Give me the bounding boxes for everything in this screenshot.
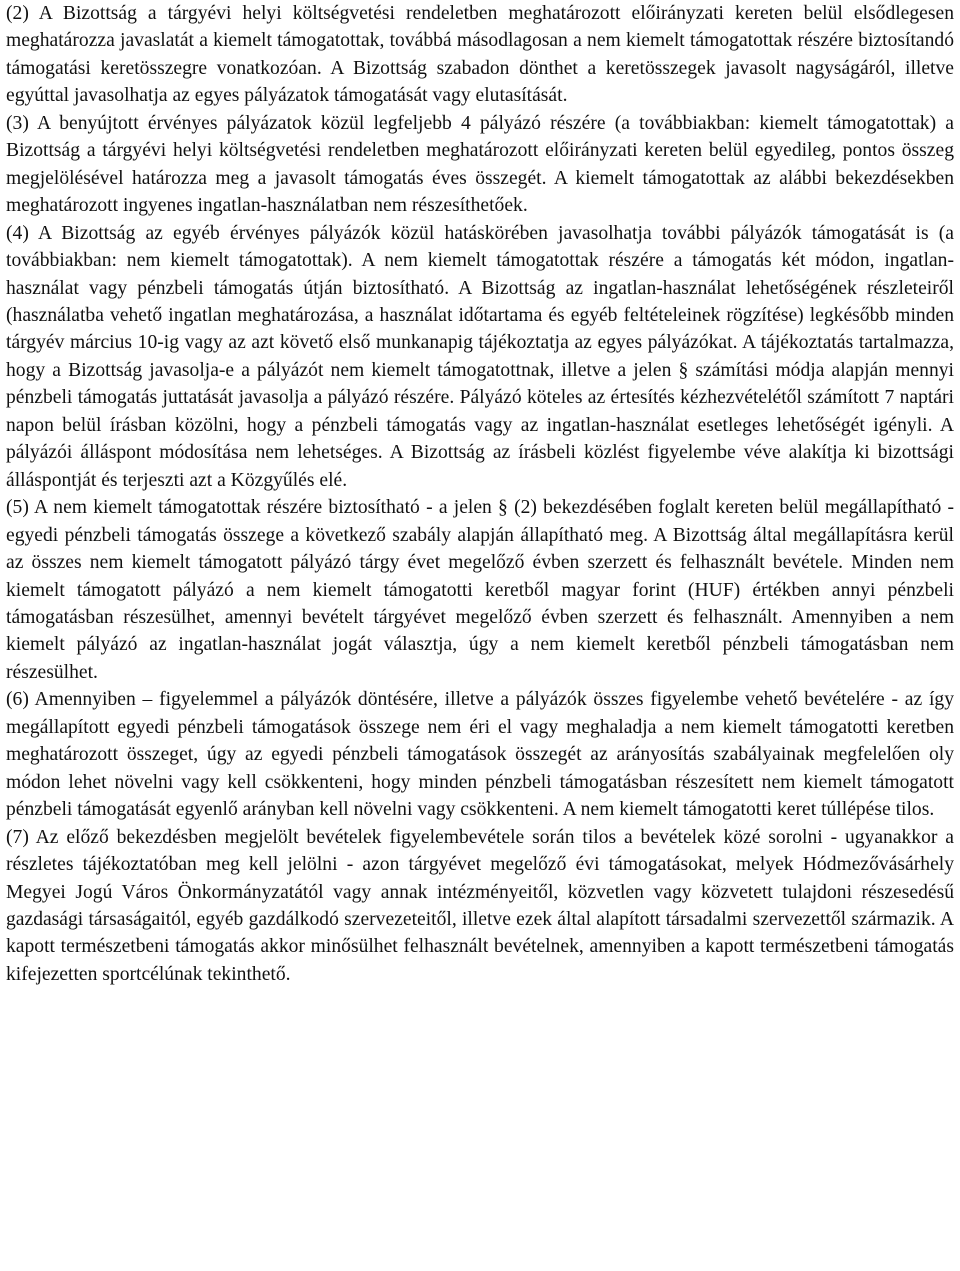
paragraph-6: (6) Amennyiben – figyelemmel a pályázók döntésére, illetve a pályázók összes figyelembe vehető bevételére - az így megállapított egyedi pénzbeli támogatások összege nem éri el vagy meghaladja a nem kiemelt támogatotti keretben meghatározott összeget, úgy az egyedi pénzbeli támogatások összegét az arányosítás szabályainak megfelelően oly módon lehet növelni vagy kell csökkenteni, hogy minden pénzbeli támogatásban részesített nem kiemelt támogatott pénzbeli támogatását egyenlő arányban kell növelni vagy csökkenteni. A nem kiemelt támogatotti keret túllépése tilos. (6, 689, 954, 821)
document-body (6, 0, 954, 988)
paragraph-3: (3) A benyújtott érvényes pályázatok közül legfeljebb 4 pályázó részére (a továbbiakban: kiemelt támogatottak) a Bizottság a tárgyévi helyi költségvetési rendeletben meghatározott előirányzati kereten belül egyedileg, pontos összeg megjelölésével határozza meg a javasolt támogatás éves összegét. A kiemelt támogatottak az alábbi bekezdésekben meghatározott ingyenes ingatlan-használatban nem részesíthetőek. (6, 112, 954, 217)
paragraph-5: (5) A nem kiemelt támogatottak részére biztosítható - a jelen § (2) bekezdésében foglalt kereten belül megállapítható - egyedi pénzbeli támogatás összege a következő szabály alapján állapítható meg. A Bizottság által megállapításra kerül az összes nem kiemelt támogatott pályázó tárgy évet megelőző évben szerzett és felhasznált bevétele. Minden nem kiemelt támogatott pályázó a nem kiemelt támogatotti keretből magyar forint (HUF) értékben annyi pénzbeli támogatásban részesülhet, amennyi bevételt tárgyévet megelőző évben szerzett és felhasznált. Amennyiben a nem kiemelt pályázó az ingatlan-használat jogát választja, úgy a nem kiemelt keretből pénzbeli támogatásban nem részesülhet. (6, 497, 954, 683)
paragraph-4: (4) A Bizottság az egyéb érvényes pályázók közül hatáskörében javasolhatja további pályázók támogatását is (a továbbiakban: nem kiemelt támogatottak). A nem kiemelt támogatottak részére a támogatás két módon, ingatlan-használat vagy pénzbeli támogatás útján biztosítható. A Bizottság az ingatlan-használat lehetőségének részleteiről (használatba vehető ingatlan meghatározása, a használat időtartama és egyéb feltételeinek rögzítése) legkésőbb minden tárgyév március 10-ig vagy az azt követő első munkanapig tájékoztatja az egyes pályázókat. A tájékoztatás tartalmazza, hogy a Bizottság javasolja-e a pályázót nem kiemelt támogatottnak, illetve a jelen § számítási módja alapján mennyi pénzbeli támogatás juttatását javasolja a pályázó részére. Pályázó köteles az értesítés kézhezvételétől számított 7 naptári napon belül írásban közölni, hogy a pénzbeli támogatás vagy az ingatlan-használat esetleges lehetőségét igényli. A pályázói álláspont módosítása nem lehetséges. A Bizottság az írásbeli közlést figyelembe véve alakítja ki bizottsági álláspontját és terjeszti azt a Közgyűlés elé. (6, 222, 954, 491)
paragraph-2: (2) A Bizottság a tárgyévi helyi költségvetési rendeletben meghatározott előirányzati kereten belül elsődlegesen meghatározza javaslatát a kiemelt támogatottak, továbbá másodlagosan a nem kiemelt támogatottak részére biztosítandó támogatási keretösszegre vonatkozóan. A Bizottság szabadon dönthet a keretösszegek javasolt nagyságáról, illetve egyúttal javasolhatja az egyes pályázatok támogatását vagy elutasítását. (6, 3, 954, 107)
paragraph-7: (7) Az előző bekezdésben megjelölt bevételek figyelembevétele során tilos a bevételek közé sorolni - ugyanakkor a részletes tájékoztatóban meg kell jelölni - azon tárgyévet megelőző évi támogatásokat, melyek Hódmezővásárhely Megyei Jogú Város Önkormányzatától vagy annak intézményeitől, közvetlen vagy közvetett tulajdoni részesedésű gazdasági társaságaitól, egyéb gazdálkodó szervezeteitől, illetve ezek által alapított társadalmi szervezettől származik. A kapott természetbeni támogatás akkor minősülhet felhasznált bevételnek, amennyiben a kapott természetbeni támogatás kifejezetten sportcélúnak tekinthető. (6, 826, 954, 985)
